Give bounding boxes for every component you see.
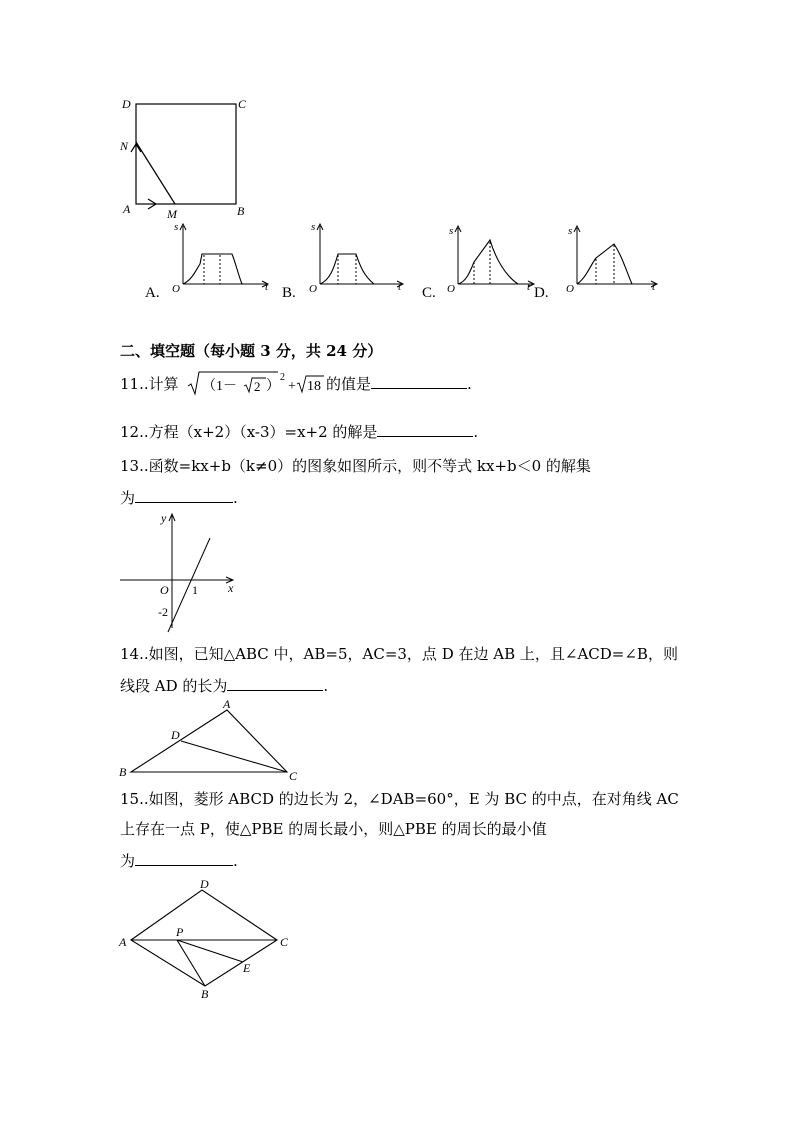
q13-y-label: y: [161, 511, 167, 525]
option-a-letter: A.: [145, 285, 160, 301]
q11-number: 11.: [120, 375, 144, 393]
q15-rhombus: [115, 874, 305, 1002]
q11-paren-open: （1－: [202, 379, 237, 394]
option-c-s: s: [449, 225, 454, 237]
question-11: [120, 374, 179, 394]
q15-label-D: D: [200, 877, 209, 891]
square-figure: [110, 92, 270, 222]
question-15-line2: 上存在一点 P，使△PBE 的周长最小，则△PBE 的周长的最小值: [120, 820, 547, 838]
option-b-s: s: [311, 221, 316, 233]
label-B: B: [237, 204, 245, 218]
q13-answer-blank[interactable]: [135, 488, 233, 503]
q13-tick-1: 1: [192, 583, 198, 597]
q15-label-P: P: [176, 925, 184, 939]
q11-tail: [326, 374, 472, 394]
q13-origin-label: O: [160, 583, 169, 597]
q12-answer-blank[interactable]: [377, 422, 473, 437]
q11-prefix: .计算: [143, 375, 179, 393]
option-a-origin: O: [172, 283, 180, 295]
question-13-line1: [120, 456, 591, 476]
q12-number: 12.: [120, 423, 144, 441]
option-b-t: t: [398, 281, 402, 293]
q15-line3-prefix: 为: [120, 852, 136, 870]
q13-tick-minus2: -2: [158, 605, 168, 619]
question-13-line2: [120, 488, 238, 508]
q11-two: 2: [254, 379, 261, 394]
section-title: 二、填空题（每小题 3 分，共 24 分）: [120, 342, 383, 360]
option-c-t: t: [527, 281, 531, 293]
option-a-t: t: [265, 281, 269, 293]
q14-answer-blank[interactable]: [227, 676, 323, 691]
q15-label-E: E: [243, 961, 251, 975]
label-C: C: [238, 97, 247, 111]
q11-plus: +: [288, 379, 296, 394]
option-c-graph: [420, 222, 538, 306]
q14-line2-prefix: 线段 AD 的长为: [120, 677, 228, 695]
question-15-line1: [120, 789, 679, 809]
q14-label-D: D: [171, 728, 180, 742]
option-b-graph: [280, 218, 410, 302]
label-D: D: [122, 97, 131, 111]
q14-end: .: [323, 677, 329, 695]
q15-number: 15.: [120, 790, 144, 808]
option-a-graph: [140, 218, 275, 302]
option-c-origin: O: [447, 283, 455, 295]
q11-paren-close: ）: [266, 379, 280, 394]
option-d-s: s: [568, 225, 573, 237]
q11-suffix: 的值是: [326, 375, 372, 393]
q13-line2-prefix: 为: [120, 489, 136, 507]
q15-end: .: [233, 852, 238, 870]
q11-answer-blank[interactable]: [371, 374, 467, 389]
q15-label-B: B: [201, 987, 209, 1001]
q11-eighteen: 18: [307, 379, 321, 394]
option-d-graph: [534, 222, 664, 306]
option-d-t: t: [652, 281, 656, 293]
q13-number: 13.: [120, 457, 144, 475]
q12-end: .: [473, 423, 479, 441]
q14-number: 14.: [120, 645, 144, 663]
option-c-letter: C.: [422, 285, 436, 301]
option-d-letter: D.: [534, 285, 549, 301]
question-15-line3: [120, 851, 238, 871]
q15-label-C: C: [280, 935, 289, 949]
option-d-origin: O: [566, 283, 574, 295]
q11-end: .: [467, 375, 472, 393]
q14-triangle: [115, 696, 305, 782]
label-M: M: [167, 207, 177, 221]
q13-x-label: x: [228, 581, 234, 595]
question-14-line1: [120, 644, 678, 664]
option-b-origin: O: [309, 283, 317, 295]
q13-end: .: [233, 489, 238, 507]
q15-answer-blank[interactable]: [135, 851, 233, 866]
label-A: A: [123, 202, 131, 216]
q15-line1: .如图，菱形 ABCD 的边长为 2，∠DAB=60°，E 为 BC 的中点，在对角线 AC: [143, 790, 679, 808]
q14-label-C: C: [289, 769, 298, 782]
q13-line1: .函数=kx+b（k≠0）的图象如图所示，则不等式 kx+b＜0 的解集: [143, 457, 591, 475]
q14-label-A: A: [223, 697, 231, 711]
q13-line-graph: [118, 508, 248, 634]
q14-line1: .如图，已知△ABC 中，AB=5，AC=3，点 D 在边 AB 上，且∠ACD=∠B，则: [143, 645, 678, 663]
q11-exponent: 2: [280, 372, 285, 383]
q12-text: .方程（x+2）（x-3）=x+2 的解是: [143, 423, 378, 441]
option-b-letter: B.: [282, 285, 296, 301]
q15-label-A: A: [119, 935, 127, 949]
question-14-line2: [120, 676, 328, 696]
label-N: N: [120, 139, 129, 153]
q14-label-B: B: [119, 765, 127, 779]
option-a-s: s: [174, 221, 179, 233]
question-12: [120, 422, 478, 442]
